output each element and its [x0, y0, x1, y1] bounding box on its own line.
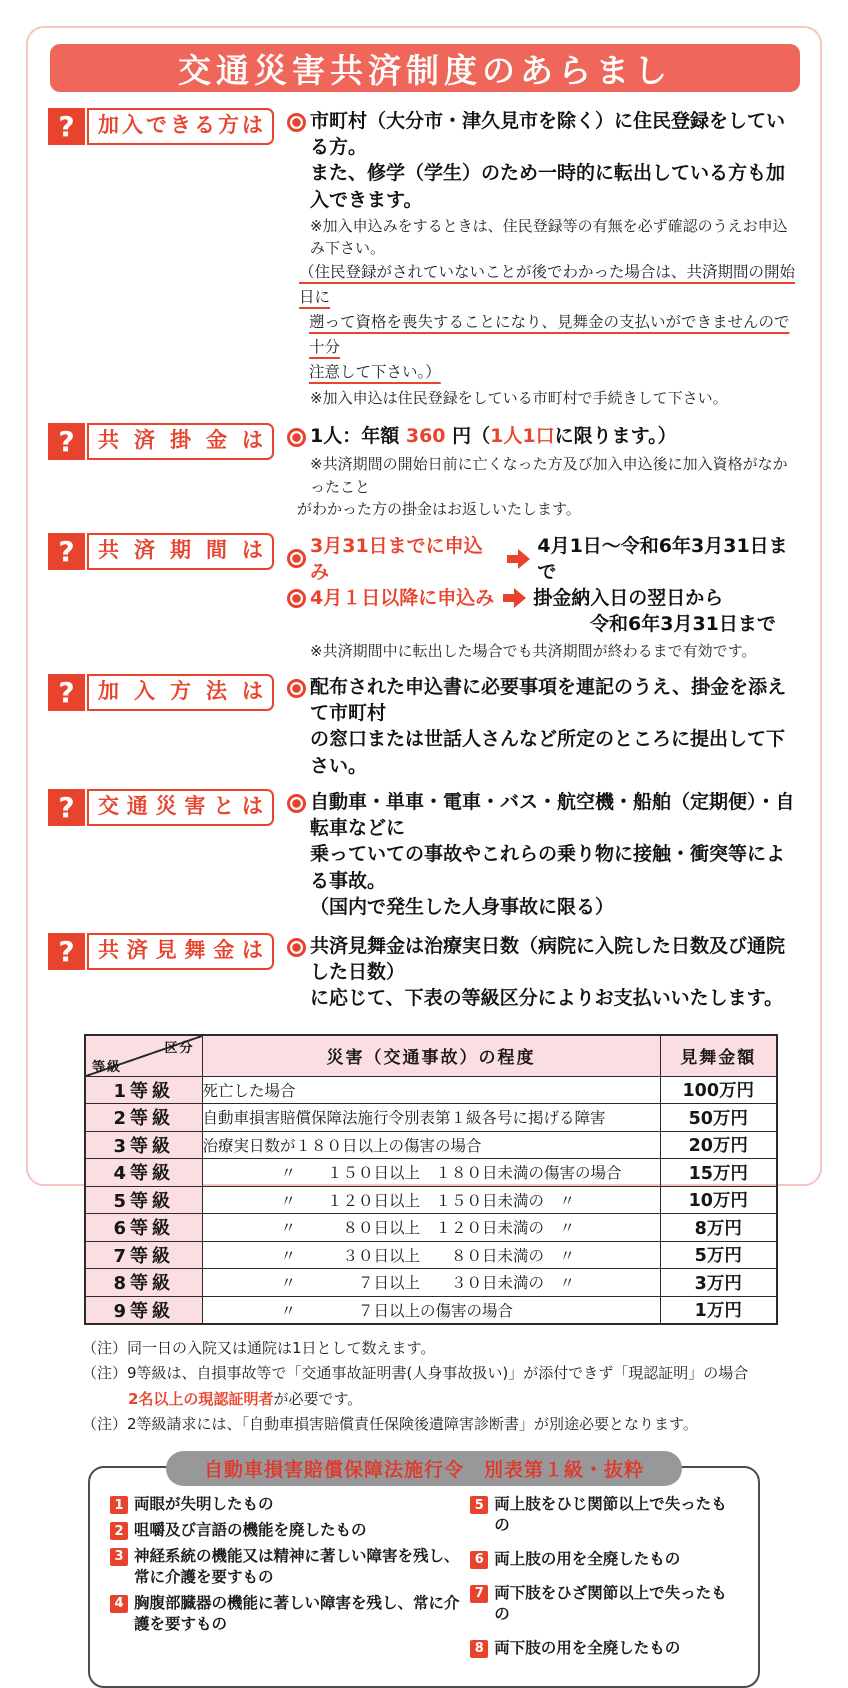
section-period [48, 533, 802, 662]
item-number-badge: 6 [470, 1551, 488, 1569]
section-how-to-join-label: 加 入 方 法 は [87, 674, 274, 711]
list-item: 3 神経系統の機能又は精神に著しい障害を残し、常に介護を要すもの [110, 1546, 470, 1588]
section-period-header [48, 533, 274, 570]
period-row-2 [287, 585, 802, 611]
eligibility-caution [287, 260, 802, 386]
question-mark-icon: ? [48, 108, 85, 145]
table-row: 3等級 治療実日数が１８０日以上の傷害の場合 20万円 [85, 1131, 777, 1159]
excerpt-columns [110, 1494, 742, 1672]
eligibility-text-2: また、修学（学生）のため一時的に転出している方も加入できます。 [310, 162, 786, 211]
note-2-line-2: 2名以上の現認証明者が必要です。 [128, 1389, 363, 1408]
note-2-highlight: 2名以上の現認証明者 [128, 1389, 274, 1408]
column-header-amount: 見舞金額 [660, 1035, 777, 1077]
how-to-join-line-1 [287, 674, 802, 726]
definition-text-3: （国内で発生した人身事故に限る） [310, 895, 615, 918]
question-mark-icon: ? [48, 933, 85, 970]
premium-line [287, 423, 802, 449]
excerpt-right-column [470, 1494, 742, 1672]
period-row-1 [287, 533, 802, 585]
caution-line-3: 注意して下さい。） [309, 363, 441, 382]
section-benefit-label: 共済見舞金は [87, 933, 274, 970]
premium-note-2: がわかった方の掛金はお返しいたします。 [297, 500, 581, 519]
table-row: 4等級 〃 １５０日以上 １８０日未満の傷害の場合 15万円 [85, 1159, 777, 1187]
column-header-severity: 災害（交通事故）の程度 [202, 1035, 660, 1077]
right-arrow-icon [503, 588, 526, 608]
bullet-icon [287, 589, 306, 608]
item-number-badge: 7 [470, 1585, 488, 1603]
list-item: 1 両眼が失明したもの [110, 1494, 470, 1515]
section-premium-header [48, 423, 274, 460]
question-mark-icon: ? [48, 674, 85, 711]
section-how-to-join-body [274, 674, 802, 779]
table-corner-cell [85, 1035, 202, 1077]
table-row: 7等級 〃 ３０日以上 ８０日未満の 〃 5万円 [85, 1241, 777, 1269]
page-title [50, 44, 800, 92]
bullet-icon [287, 113, 306, 132]
item-number-badge: 4 [110, 1595, 128, 1613]
section-benefit [48, 933, 802, 1012]
question-mark-icon: ? [48, 533, 85, 570]
section-eligibility-header [48, 108, 274, 145]
list-item: 7 両下肢をひざ関節以上で失ったもの [470, 1583, 742, 1625]
bullet-icon [287, 938, 306, 957]
period-condition-2: 4月１日以降に申込み [310, 587, 495, 610]
section-period-label: 共 済 期 間 は [87, 533, 274, 570]
item-number-badge: 3 [110, 1548, 128, 1566]
period-result-2: 掛金納入日の翌日から [533, 587, 724, 610]
section-definition-body [274, 789, 802, 920]
eligibility-text-1: 市町村（大分市・津久見市を除く）に住民登録をしている方。 [310, 110, 786, 159]
section-how-to-join-header [48, 674, 274, 711]
period-result-1: 4月1日～令和6年3月31日まで [537, 534, 788, 583]
section-benefit-body [274, 933, 802, 1012]
how-to-join-text-1: 配布された申込書に必要事項を連記のうえ、掛金を添えて市町村 [310, 676, 787, 725]
excerpt-box-title: 自動車損害賠償保障法施行令 別表第１級・抜粋 [166, 1451, 682, 1486]
excerpt-left-column [110, 1494, 470, 1672]
section-premium-body [274, 423, 802, 521]
definition-text-1: 自動車・単車・電車・バス・航空機・船舶（定期便）・自転車などに [310, 790, 795, 840]
table-row: 8等級 〃 ７日以上 ３０日未満の 〃 3万円 [85, 1269, 777, 1297]
section-eligibility-body [274, 108, 802, 410]
corner-label-tokyu: 等級 [92, 1059, 123, 1075]
premium-limit: 1人1口 [490, 424, 555, 447]
definition-text-2: 乗っていての事故やこれらの乗り物に接触・衝突等による事故。 [310, 843, 786, 892]
section-definition-label: 交 通 災 害 と は [87, 789, 274, 826]
section-eligibility-label: 加入できる方は [87, 108, 274, 145]
item-number-badge: 8 [470, 1640, 488, 1658]
benefit-table [84, 1034, 778, 1326]
premium-amount: 360 [405, 424, 446, 447]
table-notes [82, 1337, 802, 1436]
list-item: 4 胸腹部臓器の機能に著しい障害を残し、常に介護を要すもの [110, 1593, 470, 1635]
eligibility-note-2: ※加入申込は住民登録をしている市町村で手続きして下さい。 [310, 389, 728, 408]
bullet-icon [287, 428, 306, 447]
section-definition [48, 789, 802, 920]
page-title-text: 交通災害共済制度のあらまし [178, 50, 672, 90]
eligibility-note-1: ※加入申込みをするときは、住民登録等の有無を必ず確認のうえお申込み下さい。 [310, 216, 788, 258]
caution-line-1: （住民登録がされていないことが後でわかった場合は、共済期間の開始日に [299, 262, 796, 306]
question-mark-icon: ? [48, 789, 85, 826]
period-condition-1: 3月31日までに申込み [310, 534, 483, 583]
period-result-3: 令和6年3月31日まで [590, 613, 776, 636]
item-number-badge: 2 [110, 1522, 128, 1540]
benefit-text-1: 共済見舞金は治療実日数（病院に入院した日数及び通院した日数） [310, 934, 786, 984]
section-period-body [274, 533, 802, 662]
item-number-badge: 1 [110, 1496, 128, 1514]
premium-text: 1人：年額 360 円（1人1口に限ります。） [310, 424, 677, 447]
corner-label-kubun: 区分 [164, 1040, 195, 1056]
note-1: （注）同一日の入院又は通院は1日として数えます。 [82, 1339, 436, 1358]
premium-note-1: ※共済期間の開始日前に亡くなった方及び加入申込後に加入資格がなかったこと [310, 455, 788, 496]
list-item: 2 咀嚼及び言語の機能を廃したもの [110, 1520, 470, 1541]
eligibility-line-1 [287, 108, 802, 160]
table-row: 5等級 〃 １２０日以上 １５０日未満の 〃 10万円 [85, 1186, 777, 1214]
list-item: 5 両上肢をひじ関節以上で失ったもの [470, 1494, 742, 1536]
section-definition-header [48, 789, 274, 826]
right-arrow-icon [507, 549, 530, 569]
period-note: ※共済期間中に転出した場合でも共済期間が終わるまで有効です。 [310, 641, 757, 660]
how-to-join-text-2: の窓口または世話人さんなど所定のところに提出して下さい。 [310, 728, 786, 777]
section-eligibility [48, 108, 802, 410]
item-number-badge: 5 [470, 1496, 488, 1514]
section-premium [48, 423, 802, 521]
note-3: （注）2等級請求には、「自動車損害賠償責任保険後遺障害診断書」が別途必要となります。 [82, 1414, 698, 1433]
question-mark-icon: ? [48, 423, 85, 460]
caution-line-2: 遡って資格を喪失することになり、見舞金の支払いができませんので十分 [309, 313, 790, 357]
table-header-row [85, 1035, 777, 1077]
bullet-icon [287, 794, 306, 813]
section-premium-label: 共 済 掛 金 は [87, 423, 274, 460]
section-how-to-join [48, 674, 802, 779]
excerpt-box [88, 1459, 760, 1688]
table-row: 6等級 〃 ８０日以上 １２０日未満の 〃 8万円 [85, 1214, 777, 1242]
note-2-line-1: （注）9等級は、自損事故等で「交通事故証明書(人身事故扱い)」が添付できず「現認証明」の場合 [82, 1364, 749, 1383]
list-item: 6 両上肢の用を全廃したもの [470, 1549, 742, 1570]
definition-line-1 [287, 789, 802, 841]
benefit-text-2: に応じて、下表の等級区分によりお支払いいたします。 [310, 987, 784, 1010]
table-row: 1等級 死亡した場合 100万円 [85, 1076, 777, 1104]
table-row: 2等級 自動車損害賠償保障法施行令別表第１級各号に掲げる障害 50万円 [85, 1104, 777, 1132]
bullet-icon [287, 679, 306, 698]
benefit-line-1 [287, 933, 802, 985]
bullet-icon [287, 549, 306, 568]
section-benefit-header [48, 933, 274, 970]
table-row: 9等級 〃 ７日以上の傷害の場合 1万円 [85, 1296, 777, 1324]
list-item: 8 両下肢の用を全廃したもの [470, 1638, 742, 1659]
